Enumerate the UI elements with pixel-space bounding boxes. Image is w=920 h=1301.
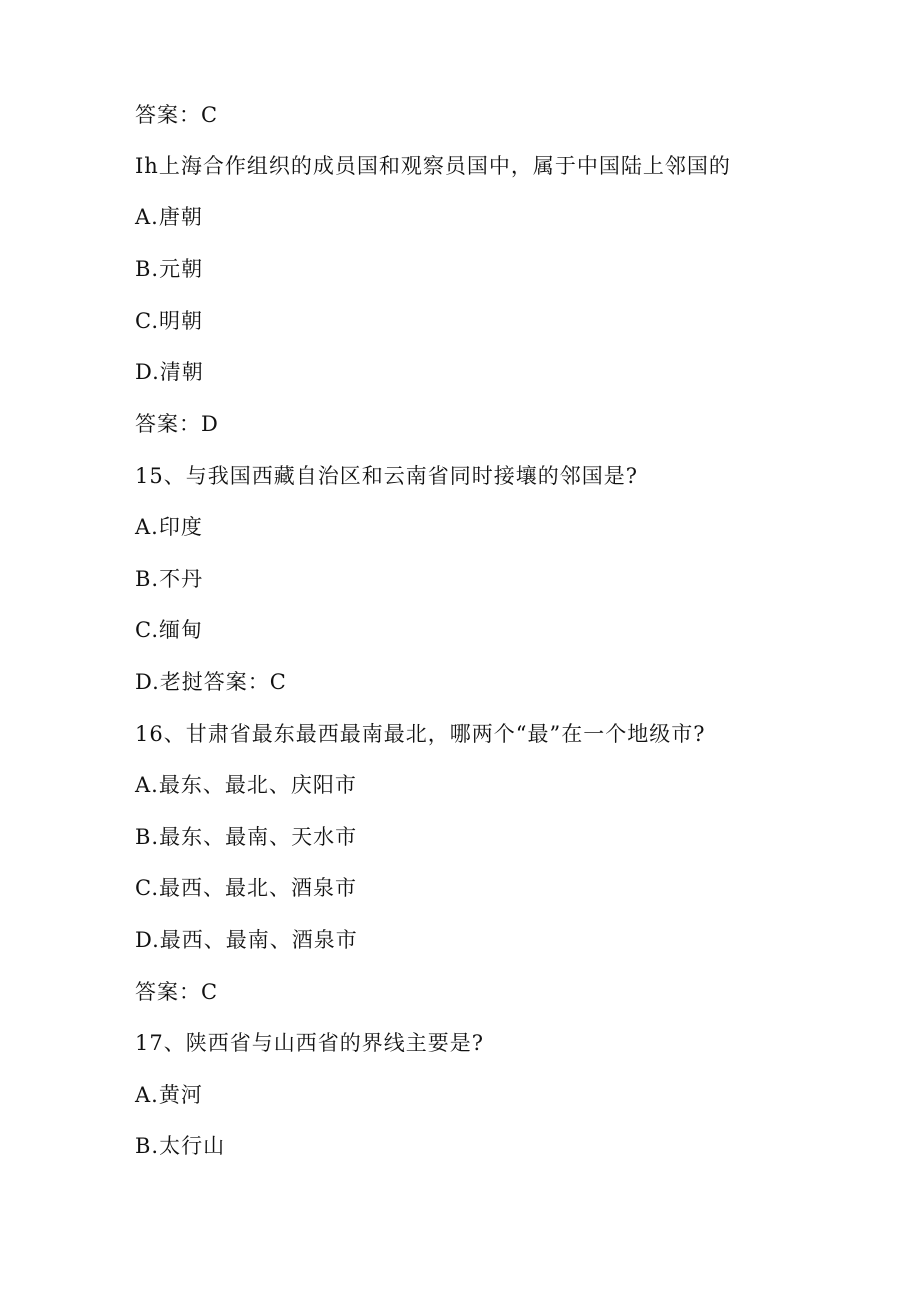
option-line: D.清朝 xyxy=(135,360,204,384)
answer-line: 答案：D xyxy=(135,412,219,436)
answer-line: 答案：C xyxy=(135,980,219,1004)
question-16-text: 16、甘肃省最东最西最南最北，哪两个“最”在一个地级市? xyxy=(135,722,706,746)
option-line: A.印度 xyxy=(135,515,203,539)
option-line: A.最东、最北、庆阳市 xyxy=(135,773,357,797)
question-17-text: 17、陕西省与山西省的界线主要是? xyxy=(135,1031,484,1055)
option-line: B.元朝 xyxy=(135,257,204,281)
option-line: A.黄河 xyxy=(135,1083,203,1107)
question-14-text: Ih上海合作组织的成员国和观察员国中，属于中国陆上邻国的 xyxy=(135,154,731,178)
option-answer-line: D.老挝答案：C xyxy=(135,670,287,694)
option-line: B.太行山 xyxy=(135,1134,226,1158)
option-line: C.明朝 xyxy=(135,309,203,333)
answer-line: 答案：C xyxy=(135,103,219,127)
option-line: D.最西、最南、酒泉市 xyxy=(135,928,358,952)
option-line: C.最西、最北、酒泉市 xyxy=(135,876,357,900)
option-line: B.不丹 xyxy=(135,567,204,591)
option-line: B.最东、最南、天水市 xyxy=(135,825,358,849)
option-line: C.缅甸 xyxy=(135,618,203,642)
option-line: A.唐朝 xyxy=(135,205,203,229)
question-15-text: 15、与我国西藏自治区和云南省同时接壤的邻国是? xyxy=(135,464,638,488)
